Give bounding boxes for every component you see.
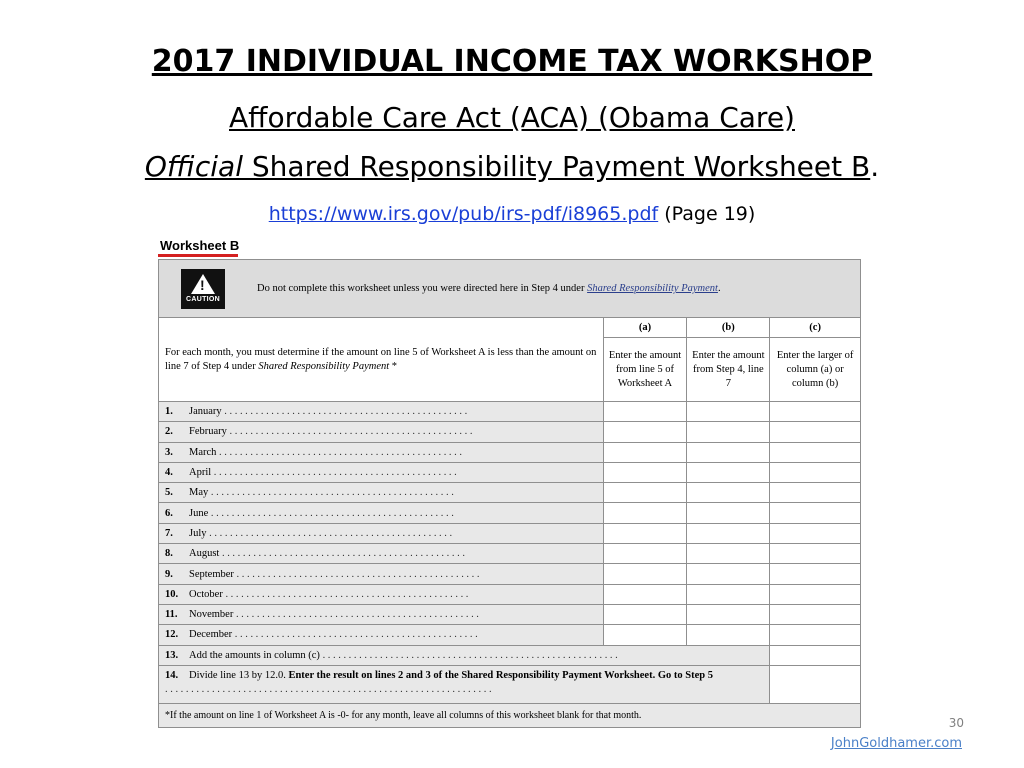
column-a-input[interactable] — [603, 584, 687, 604]
column-a-input[interactable] — [603, 625, 687, 645]
column-b-input[interactable] — [687, 462, 770, 482]
table-row — [159, 564, 861, 584]
month-label: 1. January ............................................... — [159, 402, 604, 422]
column-c-input[interactable] — [770, 625, 861, 645]
table-row — [159, 604, 861, 624]
column-c-input[interactable] — [770, 604, 861, 624]
column-c-input[interactable] — [770, 584, 861, 604]
month-label: 11. November ............................................... — [159, 604, 604, 624]
line-13-input[interactable] — [770, 645, 861, 665]
column-a-header: Enter the amount from line 5 of Worksheet A — [603, 338, 687, 402]
column-b-input[interactable] — [687, 483, 770, 503]
caution-link[interactable]: Shared Responsibility Payment — [587, 283, 718, 294]
column-b-input[interactable] — [687, 544, 770, 564]
table-row — [159, 422, 861, 442]
subtitle-aca-text: Affordable Care Act (ACA) (Obama Care) — [229, 101, 795, 134]
column-a-input[interactable] — [603, 462, 687, 482]
column-c-letter: (c) — [770, 318, 861, 338]
source-link-line — [0, 203, 1024, 225]
month-label: 7. July ............................................... — [159, 523, 604, 543]
column-a-input[interactable] — [603, 422, 687, 442]
column-c-input[interactable] — [770, 564, 861, 584]
column-b-input[interactable] — [687, 422, 770, 442]
subtitle-official-word: Official — [144, 150, 243, 183]
subtitle-period: . — [870, 150, 880, 183]
caution-icon: ! CAUTION — [181, 269, 225, 309]
column-a-input[interactable] — [603, 544, 687, 564]
column-a-input[interactable] — [603, 402, 687, 422]
column-b-input[interactable] — [687, 625, 770, 645]
slide-title: 2017 INDIVIDUAL INCOME TAX WORKSHOP — [151, 44, 873, 79]
caution-banner — [159, 260, 861, 318]
column-c-input[interactable] — [770, 483, 861, 503]
column-b-input[interactable] — [687, 503, 770, 523]
column-a-input[interactable] — [603, 442, 687, 462]
month-label: 4. April ............................................... — [159, 462, 604, 482]
instruction-cell: For each month, you must determine if the amount on line 5 of Worksheet A is less than the amount on line 7 of Step 4 under Shared Responsibility Payment * — [159, 318, 604, 402]
table-row — [159, 625, 861, 645]
column-b-input[interactable] — [687, 402, 770, 422]
month-label: 6. June ............................................... — [159, 503, 604, 523]
column-c-input[interactable] — [770, 503, 861, 523]
credit-link[interactable]: JohnGoldhamer.com — [830, 736, 962, 751]
column-c-header: Enter the larger of column (a) or column (b) — [770, 338, 861, 402]
month-label: 5. May ............................................... — [159, 483, 604, 503]
column-a-input[interactable] — [603, 503, 687, 523]
page-number: 30 — [948, 716, 964, 730]
column-b-input[interactable] — [687, 604, 770, 624]
table-row — [159, 544, 861, 564]
table-row — [159, 483, 861, 503]
table-row — [159, 442, 861, 462]
month-label: 10. October ............................................... — [159, 584, 604, 604]
month-label: 3. March ............................................... — [159, 442, 604, 462]
column-a-input[interactable] — [603, 564, 687, 584]
column-a-input[interactable] — [603, 604, 687, 624]
table-row — [159, 462, 861, 482]
column-b-letter: (b) — [687, 318, 770, 338]
worksheet-label: Worksheet B — [160, 238, 240, 253]
slide-subtitle-worksheet — [0, 150, 1024, 183]
column-c-input[interactable] — [770, 402, 861, 422]
table-row — [159, 503, 861, 523]
page-reference: (Page 19) — [658, 203, 756, 225]
slide-subtitle-aca — [0, 101, 1024, 134]
line-14-input[interactable] — [770, 665, 861, 703]
column-a-letter: (a) — [603, 318, 687, 338]
column-c-input[interactable] — [770, 442, 861, 462]
worksheet-b-table — [158, 259, 861, 728]
column-b-input[interactable] — [687, 523, 770, 543]
column-c-input[interactable] — [770, 523, 861, 543]
column-c-input[interactable] — [770, 544, 861, 564]
worksheet-footnote: *If the amount on line 1 of Worksheet A is -0- for any month, leave all columns of this worksheet blank for that month. — [159, 703, 861, 727]
column-b-header: Enter the amount from Step 4, line 7 — [687, 338, 770, 402]
column-b-input[interactable] — [687, 584, 770, 604]
column-a-input[interactable] — [603, 483, 687, 503]
irs-pdf-link[interactable]: https://www.irs.gov/pub/irs-pdf/i8965.pdf — [268, 203, 659, 225]
table-row — [159, 402, 861, 422]
column-c-input[interactable] — [770, 422, 861, 442]
month-label: 12. December ............................................... — [159, 625, 604, 645]
table-row — [159, 584, 861, 604]
line-14-label: 14. Divide line 13 by 12.0. Enter the result on lines 2 and 3 of the Shared Responsibility Payment Worksheet. Go to Step 5 ............................................................... — [159, 665, 770, 703]
month-label: 2. February ............................................... — [159, 422, 604, 442]
table-row — [159, 523, 861, 543]
worksheet-label-underline — [158, 254, 238, 257]
month-label: 9. September ............................................... — [159, 564, 604, 584]
month-label: 8. August ............................................... — [159, 544, 604, 564]
column-b-input[interactable] — [687, 564, 770, 584]
column-b-input[interactable] — [687, 442, 770, 462]
line-13-label: 13. Add the amounts in column (c) ......................................................... — [159, 645, 770, 665]
column-a-input[interactable] — [603, 523, 687, 543]
column-c-input[interactable] — [770, 462, 861, 482]
caution-text: Do not complete this worksheet unless you were directed here in Step 4 under Shared Responsibility Payment. — [257, 283, 721, 294]
subtitle-worksheet-text: Shared Responsibility Payment Worksheet B — [243, 150, 871, 183]
